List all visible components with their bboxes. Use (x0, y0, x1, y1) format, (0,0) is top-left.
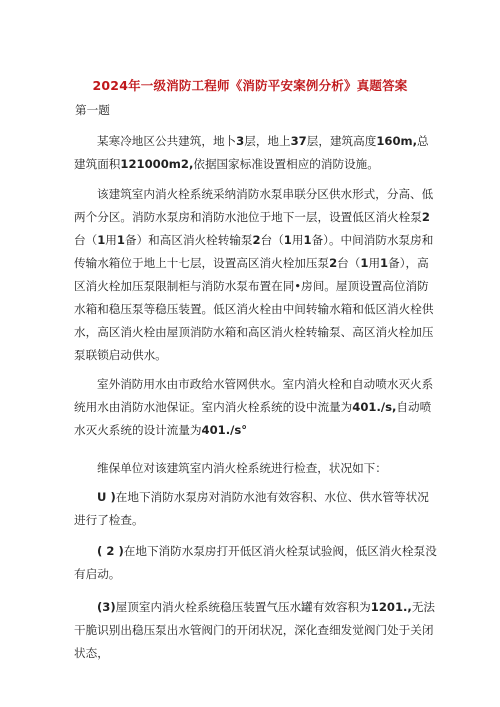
paragraph-inspection-1: U )在地下消防水泵房对消防水池有效容积、水位、供水管等状况进行了检查。 (74, 490, 429, 527)
paragraph-inspection-2: ( 2 )在地下消防水泵房打开低区消火栓泵试验阀，低区消火栓泵没有启动。 (74, 544, 437, 581)
paragraph-building-info: 某寒冷地区公共建筑，地卜3层，地上37层，建筑高度160m,总建筑面积121000m2,依据国家标准设置相应的消防设施。 (74, 134, 429, 171)
paragraph-inspection-intro: 维保单位对该建筑室内消火栓系统进行检查，状况如下： (97, 461, 387, 475)
document-title: 2024年一级消防工程师《消防平安案例分析》真题答案 (92, 78, 408, 93)
paragraph-inspection-3: (3)屋顶室内消火栓系统稳压装置气压水罐有效容积为1201.,无法干脆识别出稳压泵出水管阀门的开闭状况，深化查细发觉阀门处于关闭状态， (74, 600, 436, 660)
paragraph-hydrant-system: 该建筑室内消火栓系统采纳消防水泵串联分区供水形式，分高、低两个分区。消防水泵房和消防水池位于地下一层，设置低区消火栓泵2台（1用1备）和高区消火栓转输泵2台（1用1备）。中间消防水泵房和传输水箱位于地上十七层，设置高区消火栓加压泵2台（1用1备），高区消火栓加压泵限制柜与消防水泵布置在同•房间。屋顶设置高位消防水箱和稳压泵等稳压装置。低区消火栓由中间转输水箱和低区消火栓供水，高区消火栓由屋顶消防水箱和高区消火栓转输泵、高区消火栓加压泵联锁启动供水。 (74, 187, 434, 362)
section-heading: 第一题 (75, 103, 110, 117)
paragraph-water-supply: 室外消防用水由市政给水管网供水。室内消火栓和自动喷水灭火系统用水由消防水池保证。室内消火栓系统的设中流量为401./s,自动喷水灭火系统的设计流量为401./s° (74, 377, 434, 437)
